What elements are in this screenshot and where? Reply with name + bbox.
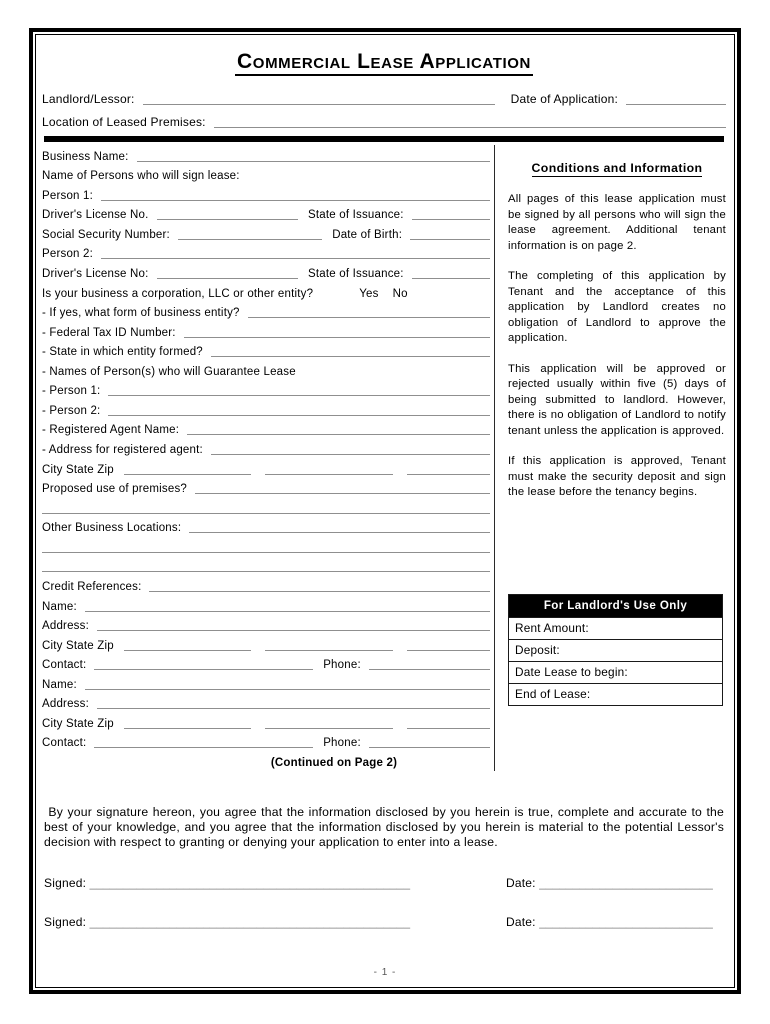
conditions-paragraph: If this application is approved, Tenant must make the security deposit and sign the lease before the tenancy begins. <box>508 455 726 499</box>
conditions-column <box>495 145 726 771</box>
fill-line[interactable] <box>42 570 490 572</box>
option-yes[interactable]: Yes <box>359 287 379 300</box>
conditions-paragraph: The completing of this application by Tenant and the acceptance of this application by Landlord creates no obligation of Landlord to approve the application. <box>508 270 726 345</box>
field-label: Phone: <box>323 659 361 672</box>
fill-line[interactable] <box>157 218 298 220</box>
form-row <box>42 595 490 615</box>
page-title: Commercial Lease Application <box>235 51 533 76</box>
form-row <box>42 634 490 654</box>
fill-line[interactable] <box>211 355 490 357</box>
fill-line[interactable] <box>94 746 313 748</box>
signature-row <box>44 876 724 890</box>
business-info-form <box>42 145 490 771</box>
conditions-paragraph: This application will be approved or rejected usually within five (5) days of being submitted to landlord. However, there is no obligation of Landlord to notify tenant unless the application is approved. <box>508 362 726 437</box>
fill-line[interactable] <box>97 707 490 709</box>
date-of-application-label: Date of Application: <box>510 92 618 107</box>
form-row <box>42 165 490 185</box>
form-row <box>42 380 490 400</box>
fill-line[interactable] <box>265 473 392 475</box>
fill-line[interactable] <box>369 668 490 670</box>
field-label: - Registered Agent Name: <box>42 424 180 437</box>
field-label: Social Security Number: <box>42 228 170 241</box>
landlord-use-table <box>508 594 723 706</box>
fill-line[interactable] <box>407 473 490 475</box>
landlord-lessor-row <box>42 85 726 108</box>
field-label: - If yes, what form of business entity? <box>42 307 240 320</box>
signed-label: Signed: <box>44 875 87 890</box>
fill-line[interactable] <box>85 610 490 612</box>
field-label: Person 1: <box>42 189 94 202</box>
fill-line[interactable] <box>189 531 490 533</box>
main-columns <box>42 145 726 771</box>
form-row <box>42 751 490 771</box>
form-row <box>42 575 490 595</box>
form-row <box>42 321 490 341</box>
landlord-box-row[interactable]: Rent Amount: <box>509 617 722 639</box>
signature-line[interactable]: ________________________________________________ <box>89 875 410 890</box>
title-wrap <box>42 51 726 76</box>
field-label: City State Zip <box>42 717 114 730</box>
conditions-heading: Conditions and Information <box>531 161 703 176</box>
field-label: Business Name: <box>42 150 129 163</box>
field-label: Driver's License No: <box>42 267 149 280</box>
agreement-text: By your signature hereon, you agree that the information disclosed by you herein is true, complete and accurate to the best of your knowledge, and you agree that the information disclosed by you herein is material to the potential Lessor's decision with respect to granting or denying your application to enter into a lease. <box>44 805 728 850</box>
field-label: - State in which entity formed? <box>42 346 203 359</box>
field-label: State of Issuance: <box>308 267 404 280</box>
form-row <box>42 497 490 517</box>
field-label: Proposed use of premises? <box>42 483 187 496</box>
form-row <box>42 399 490 419</box>
field-label: Driver's License No. <box>42 209 149 222</box>
fill-line[interactable] <box>42 512 490 514</box>
page-inner-frame <box>35 34 735 988</box>
fill-line[interactable] <box>85 688 490 690</box>
continued-note: (Continued on Page 2) <box>270 757 398 770</box>
section-divider-bar <box>44 136 724 142</box>
location-fill-line[interactable] <box>214 126 726 128</box>
fill-line[interactable] <box>407 649 490 651</box>
fill-line[interactable] <box>248 316 490 318</box>
form-row <box>42 458 490 478</box>
form-row <box>42 262 490 282</box>
conditions-heading-wrap <box>508 161 726 177</box>
field-label: Address: <box>42 698 89 711</box>
field-label: - Person 1: <box>42 385 101 398</box>
field-label: - Federal Tax ID Number: <box>42 326 176 339</box>
field-label: Is your business a corporation, LLC or other entity? <box>42 287 314 300</box>
landlord-use-table-header: For Landlord's Use Only <box>509 595 722 617</box>
field-label: Address: <box>42 620 89 633</box>
location-label: Location of Leased Premises: <box>42 115 206 130</box>
form-row <box>42 204 490 224</box>
signature-row <box>44 915 724 929</box>
field-label: Name: <box>42 600 77 613</box>
fill-line[interactable] <box>407 727 490 729</box>
form-row <box>42 536 490 556</box>
option-no[interactable]: No <box>392 287 408 300</box>
fill-line[interactable] <box>369 746 490 748</box>
page-number: - 1 - <box>373 967 397 978</box>
page-frame <box>29 28 741 994</box>
form-row <box>42 360 490 380</box>
fill-line[interactable] <box>265 727 392 729</box>
fill-line[interactable] <box>195 492 490 494</box>
fill-line[interactable] <box>108 414 490 416</box>
fill-line[interactable] <box>412 218 490 220</box>
field-label: City State Zip <box>42 463 114 476</box>
form-row <box>42 615 490 635</box>
landlord-lessor-label: Landlord/Lessor: <box>42 92 135 107</box>
fill-line[interactable] <box>101 257 490 259</box>
field-label: Name of Persons who will sign lease: <box>42 170 240 183</box>
field-label: Other Business Locations: <box>42 522 182 535</box>
landlord-box-row[interactable]: Deposit: <box>509 639 722 661</box>
fill-line[interactable] <box>124 473 251 475</box>
field-label: Phone: <box>323 737 361 750</box>
field-label: Person 2: <box>42 248 94 261</box>
field-label: Name: <box>42 678 77 691</box>
fill-line[interactable] <box>42 551 490 553</box>
date-field <box>506 915 713 929</box>
field-label: Date of Birth: <box>332 228 403 241</box>
fill-line[interactable] <box>265 649 392 651</box>
date-field <box>506 876 713 890</box>
fill-line[interactable] <box>137 160 490 162</box>
form-row <box>42 341 490 361</box>
fill-line[interactable] <box>101 199 490 201</box>
form-row <box>42 673 490 693</box>
form-row <box>42 419 490 439</box>
fill-line[interactable] <box>187 433 490 435</box>
fill-line[interactable] <box>157 277 298 279</box>
signature-line[interactable]: ________________________________________________ <box>89 914 410 929</box>
fill-line[interactable] <box>211 453 490 455</box>
fill-line[interactable] <box>410 238 490 240</box>
landlord-lessor-fill-line[interactable] <box>143 103 495 105</box>
form-row <box>42 732 490 752</box>
conditions-paragraph: All pages of this lease application must be signed by all persons who will sign the lease agreement. Additional tenant information is on page 2. <box>508 193 726 252</box>
date-line[interactable]: __________________________ <box>539 875 713 890</box>
date-label: Date: <box>506 875 536 890</box>
form-row <box>42 654 490 674</box>
field-label: State of Issuance: <box>308 209 404 222</box>
landlord-box-row[interactable]: Date Lease to begin: <box>509 661 722 683</box>
form-row <box>42 712 490 732</box>
field-label: - Names of Person(s) who will Guarantee Lease <box>42 365 296 378</box>
fill-line[interactable] <box>124 649 251 651</box>
date-line[interactable]: __________________________ <box>539 914 713 929</box>
location-row <box>42 108 726 131</box>
fill-line[interactable] <box>178 238 322 240</box>
fill-line[interactable] <box>108 394 490 396</box>
form-row <box>42 438 490 458</box>
fill-line[interactable] <box>94 668 313 670</box>
fill-line[interactable] <box>412 277 490 279</box>
date-label: Date: <box>506 914 536 929</box>
fill-line[interactable] <box>124 727 251 729</box>
field-label: - Person 2: <box>42 404 101 417</box>
fill-line[interactable] <box>149 590 490 592</box>
fill-line[interactable] <box>97 629 490 631</box>
form-row <box>42 223 490 243</box>
form-row <box>42 243 490 263</box>
form-row <box>42 282 490 302</box>
form-row <box>42 693 490 713</box>
form-row <box>42 517 490 537</box>
date-of-application-fill-line[interactable] <box>626 103 726 105</box>
form-row <box>42 184 490 204</box>
landlord-box-row[interactable]: End of Lease: <box>509 683 722 705</box>
field-label: - Address for registered agent: <box>42 444 203 457</box>
field-label: City State Zip <box>42 639 114 652</box>
signed-field <box>44 876 506 890</box>
field-label: Credit References: <box>42 580 142 593</box>
field-label: Contact: <box>42 737 87 750</box>
form-row <box>42 478 490 498</box>
field-label: Contact: <box>42 659 87 672</box>
signed-label: Signed: <box>44 914 87 929</box>
signed-field <box>44 915 506 929</box>
form-row <box>42 556 490 576</box>
form-row <box>42 145 490 165</box>
form-row <box>42 302 490 322</box>
fill-line[interactable] <box>184 336 490 338</box>
